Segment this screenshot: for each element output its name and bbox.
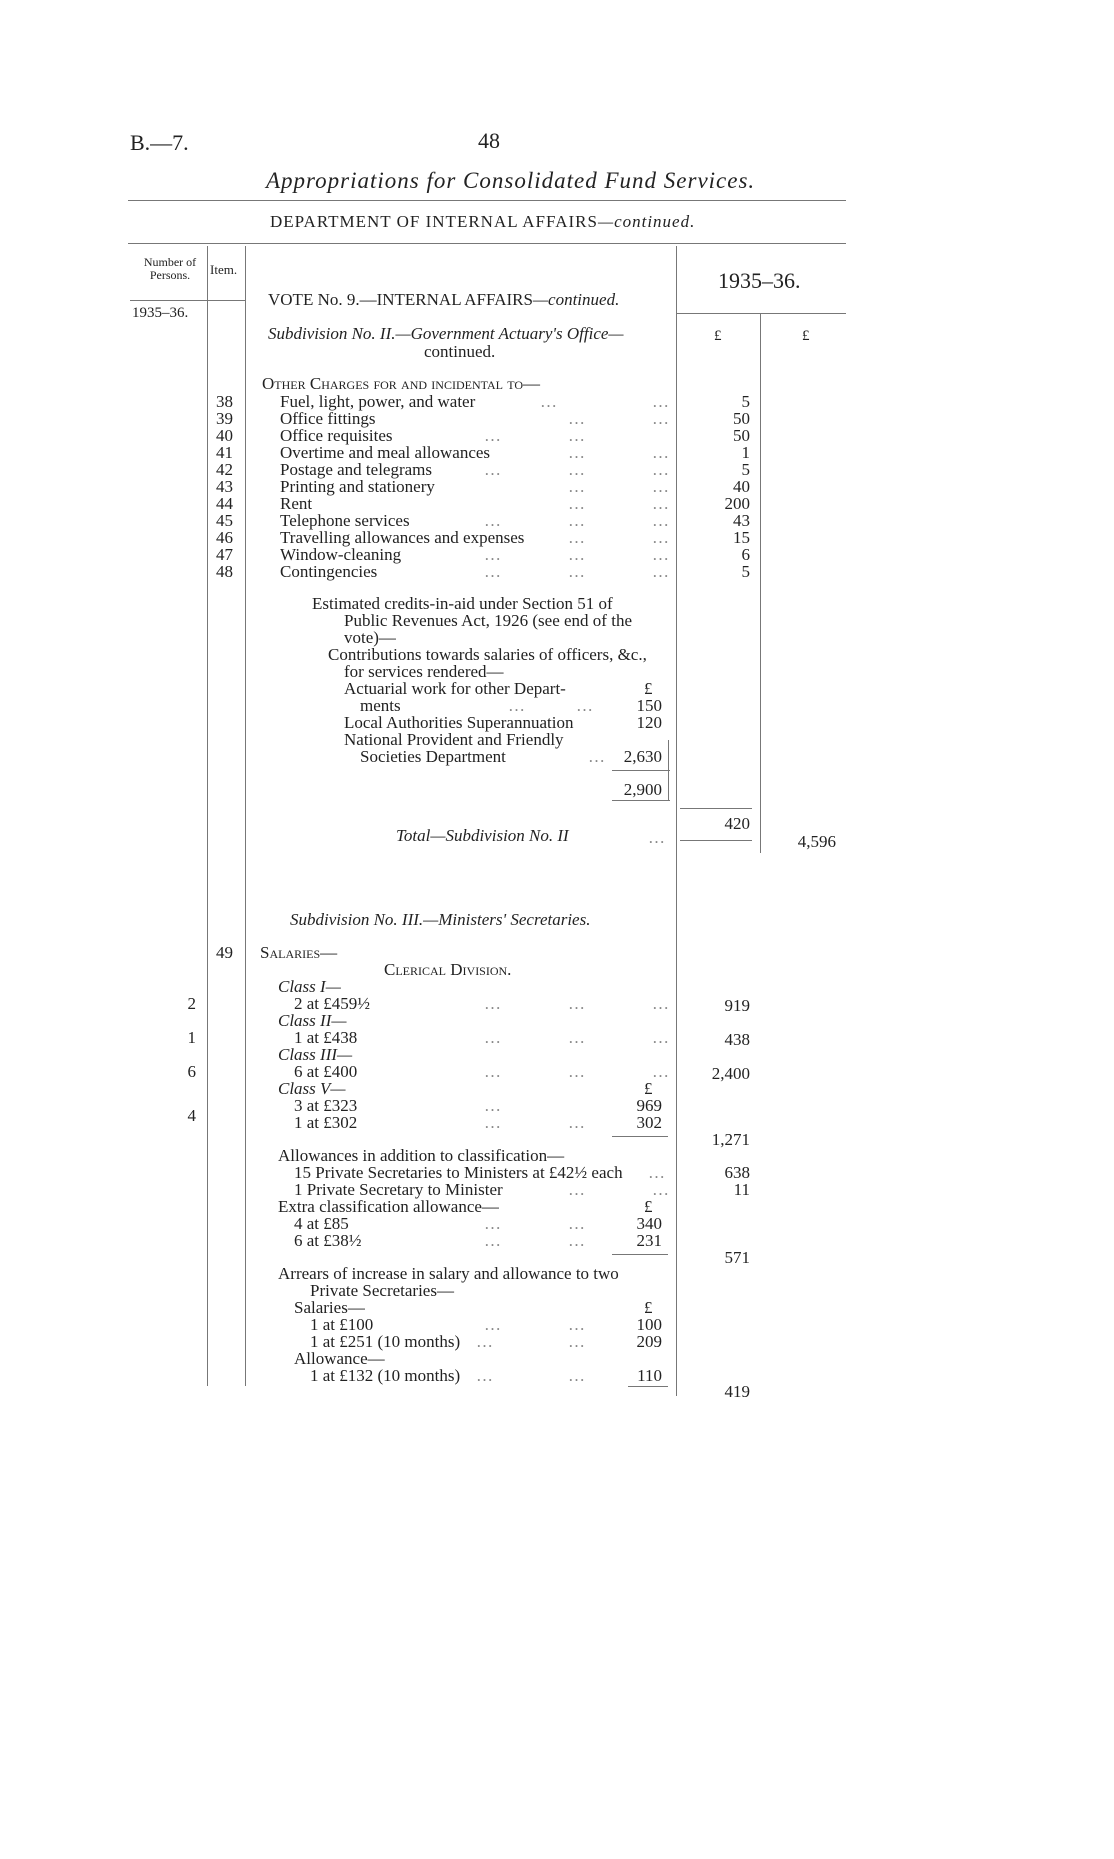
allowance-private-secretaries-amount: 638: [724, 1163, 750, 1182]
leader-dots: …: [484, 1062, 501, 1081]
leader-dots: …: [588, 747, 605, 766]
item-label: Rent: [280, 494, 313, 513]
leader-dots: …: [568, 1214, 585, 1233]
item-amount: 50: [733, 409, 750, 428]
leader-dots: …: [648, 1163, 665, 1182]
item-amount: 43: [733, 511, 750, 530]
actuarial-line-2: ments: [360, 696, 401, 715]
actuarial-pound: £: [644, 679, 653, 698]
class-1-persons: 2: [187, 994, 196, 1013]
leader-dots: …: [568, 1062, 585, 1081]
item-row: [0, 460, 1114, 477]
item-number: 48: [216, 562, 233, 581]
item-number: 42: [216, 460, 233, 479]
class-2-amount: 438: [724, 1030, 750, 1049]
extra-classification-pound: £: [644, 1197, 653, 1216]
leader-dots: …: [484, 426, 501, 445]
class-5-sum-rule: [612, 1136, 668, 1137]
class-3-label: Class III—: [278, 1045, 353, 1064]
title-rule: [128, 200, 846, 201]
item-label: Contingencies: [280, 562, 378, 581]
department-continued: —continued.: [597, 212, 696, 231]
leader-dots: …: [484, 1231, 501, 1250]
leader-dots: …: [576, 696, 593, 715]
item-row: [0, 392, 1114, 409]
item-number: 40: [216, 426, 233, 445]
leader-dots: …: [652, 409, 669, 428]
actuarial-line-1: Actuarial work for other Depart-: [344, 679, 566, 698]
leader-dots: …: [652, 562, 669, 581]
arrears-sum-rule: [628, 1386, 668, 1387]
vote-heading: [268, 290, 619, 310]
department-heading: [270, 212, 695, 232]
item-label: Travelling allowances and expenses: [280, 528, 525, 547]
class-5-label: Class V—: [278, 1079, 346, 1098]
leader-dots: …: [652, 494, 669, 513]
actuarial-amount: 150: [636, 696, 662, 715]
credits-total: 2,900: [623, 780, 662, 799]
item-number: 46: [216, 528, 233, 547]
arrears-pound: £: [644, 1298, 653, 1317]
leader-dots: …: [652, 1062, 669, 1081]
credits-line-2: Public Revenues Act, 1926 (see end of the: [344, 611, 632, 630]
item-row: [0, 562, 1114, 579]
arrears-line-1: Arrears of increase in salary and allowance to two: [278, 1264, 619, 1283]
item-row: [0, 511, 1114, 528]
leader-dots: …: [568, 1180, 585, 1199]
col-header-item: Item.: [210, 262, 238, 277]
clerical-division-heading: Clerical Division.: [384, 960, 512, 979]
table-top-rule: [128, 243, 846, 244]
class-1-amount: 919: [724, 996, 750, 1015]
item-amount: 15: [733, 528, 750, 547]
subdivision-2-sub-total: 420: [724, 814, 750, 833]
allowances-heading: Allowances in addition to classification—: [278, 1146, 565, 1165]
other-charges-heading: Other Charges for and incidental to—: [262, 374, 541, 393]
leader-dots: …: [652, 994, 669, 1013]
contributions-line-2: for services rendered—: [344, 662, 504, 681]
item-amount: 5: [741, 460, 750, 479]
leader-dots: …: [568, 1231, 585, 1250]
leader-dots: …: [568, 494, 585, 513]
leader-dots: …: [568, 443, 585, 462]
leader-dots: …: [568, 1028, 585, 1047]
arrears-amount-1: 100: [636, 1315, 662, 1334]
arrears-amount-3: 110: [637, 1366, 662, 1385]
contributions-line-1: Contributions towards salaries of officers, &c.,: [328, 645, 647, 664]
leader-dots: …: [540, 392, 557, 411]
item-row: [0, 409, 1114, 426]
class-5-persons: 4: [187, 1106, 196, 1125]
item-amount: 50: [733, 426, 750, 445]
leader-dots: …: [484, 545, 501, 564]
header-rule-right: [676, 313, 846, 314]
leader-dots: …: [652, 528, 669, 547]
leader-dots: …: [568, 1315, 585, 1334]
item-number: 43: [216, 477, 233, 496]
leader-dots: …: [648, 828, 665, 847]
item-label: Postage and telegrams: [280, 460, 433, 479]
class-2-detail: 1 at £438: [294, 1028, 358, 1047]
item-row: [0, 477, 1114, 494]
item-row: [0, 443, 1114, 460]
leader-dots: …: [652, 1028, 669, 1047]
leader-dots: …: [568, 562, 585, 581]
item-amount: 40: [733, 477, 750, 496]
local-authorities-amount: 120: [636, 713, 662, 732]
item-row: [0, 528, 1114, 545]
item-row: [0, 545, 1114, 562]
class-2-label: Class II—: [278, 1011, 347, 1030]
class-2-persons: 1: [187, 1028, 196, 1047]
item-row: [0, 426, 1114, 443]
item-number: 45: [216, 511, 233, 530]
arrears-detail-2: 1 at £251 (10 months): [310, 1332, 461, 1351]
item-label: Printing and stationery: [280, 477, 435, 496]
item-amount: 6: [741, 545, 750, 564]
leader-dots: …: [508, 696, 525, 715]
leader-dots: …: [568, 460, 585, 479]
arrears-allowance-heading: Allowance—: [294, 1349, 385, 1368]
leader-dots: …: [568, 1332, 585, 1351]
leader-dots: …: [568, 994, 585, 1013]
vote-name: VOTE No. 9.—INTERNAL AFFAIRS: [268, 290, 533, 309]
class-5-total: 1,271: [711, 1130, 750, 1149]
page-title: Appropriations for Consolidated Fund Services.: [266, 168, 756, 193]
leader-dots: …: [484, 511, 501, 530]
arrears-detail-3: 1 at £132 (10 months): [310, 1366, 461, 1385]
credits-line-3: vote)—: [344, 628, 396, 647]
item-row: [0, 494, 1114, 511]
item-amount: 5: [741, 562, 750, 581]
leader-dots: …: [484, 1214, 501, 1233]
leader-dots: …: [568, 511, 585, 530]
leader-dots: …: [652, 443, 669, 462]
class-3-detail: 6 at £400: [294, 1062, 358, 1081]
leader-dots: …: [568, 528, 585, 547]
leader-dots: …: [652, 511, 669, 530]
class-3-persons: 6: [187, 1062, 196, 1081]
item-label: Telephone services: [280, 511, 410, 530]
leader-dots: …: [484, 1113, 501, 1132]
leader-dots: …: [568, 1113, 585, 1132]
item-number: 41: [216, 443, 233, 462]
leader-dots: …: [568, 477, 585, 496]
arrears-detail-1: 1 at £100: [310, 1315, 374, 1334]
subtotal-rule-top: [680, 808, 752, 809]
extra-classification-total: 571: [724, 1248, 750, 1267]
leader-dots: …: [652, 545, 669, 564]
class-5-detail-2: 1 at £302: [294, 1113, 358, 1132]
item-amount: 1: [741, 443, 750, 462]
item-amount: 200: [724, 494, 750, 513]
item-label: Fuel, light, power, and water: [280, 392, 476, 411]
extra-sum-rule: [612, 1254, 668, 1255]
allowance-private-secretaries: 15 Private Secretaries to Ministers at £42½ each: [294, 1163, 623, 1182]
pound-header-sub: £: [714, 328, 722, 344]
leader-dots: …: [484, 562, 501, 581]
leader-dots: …: [476, 1332, 493, 1351]
extra-classification-1-amount: 340: [636, 1214, 662, 1233]
col-header-year-left: 1935–36.: [132, 305, 189, 321]
leader-dots: …: [568, 426, 585, 445]
vote-continued: —continued.: [532, 290, 620, 309]
class-5-pound: £: [644, 1079, 653, 1098]
item-number: 38: [216, 392, 233, 411]
extra-classification-2: 6 at £38½: [294, 1231, 362, 1250]
header-rule-left: [130, 300, 245, 301]
leader-dots: …: [568, 409, 585, 428]
subdivision-3-heading: Subdivision No. III.—Ministers' Secretaries.: [290, 910, 591, 929]
allowance-private-secretary: 1 Private Secretary to Minister: [294, 1180, 503, 1199]
item-list: [0, 392, 1114, 579]
col-header-year-right: 1935–36.: [718, 268, 801, 293]
item-label: Window-cleaning: [280, 545, 402, 564]
department-name: DEPARTMENT OF INTERNAL AFFAIRS: [270, 212, 598, 231]
subdivision-2-grand-total: 4,596: [797, 832, 836, 851]
subtotal-rule-bottom: [680, 840, 752, 841]
extra-classification-2-amount: 231: [636, 1231, 662, 1250]
local-authorities-label: Local Authorities Superannuation: [344, 713, 574, 732]
leader-dots: …: [652, 460, 669, 479]
extra-classification-1: 4 at £85: [294, 1214, 349, 1233]
leader-dots: …: [476, 1366, 493, 1385]
item-amount: 5: [741, 392, 750, 411]
leader-dots: …: [484, 994, 501, 1013]
item-number: 39: [216, 409, 233, 428]
item-number: 49: [216, 943, 233, 962]
leader-dots: …: [652, 1180, 669, 1199]
class-5-amount-2: 302: [636, 1113, 662, 1132]
leader-dots: …: [568, 1366, 585, 1385]
national-provident-amount: 2,630: [623, 747, 662, 766]
extra-classification-heading: Extra classification allowance—: [278, 1197, 499, 1216]
national-provident-line-2: Societies Department: [360, 747, 506, 766]
page-number: 48: [478, 128, 500, 153]
document-code: B.—7.: [130, 130, 189, 155]
credits-bottom-rule: [612, 800, 670, 801]
subdivision-2-total-label: Total—Subdivision No. II: [396, 826, 569, 845]
leader-dots: …: [652, 392, 669, 411]
item-number: 44: [216, 494, 233, 513]
subdivision-2-heading: Subdivision No. II.—Government Actuary's Office—: [268, 324, 624, 343]
leader-dots: …: [484, 1028, 501, 1047]
leader-dots: …: [568, 545, 585, 564]
pound-header-main: £: [802, 328, 810, 344]
allowance-private-secretary-amount: 11: [733, 1180, 750, 1199]
leader-dots: …: [484, 1315, 501, 1334]
arrears-line-2: Private Secretaries—: [310, 1281, 454, 1300]
subdivision-2-heading-cont: continued.: [424, 342, 496, 361]
national-provident-line-1: National Provident and Friendly: [344, 730, 564, 749]
item-number: 47: [216, 545, 233, 564]
credits-sum-rule: [612, 770, 670, 771]
item-label: Overtime and meal allowances: [280, 443, 491, 462]
item-label: Office requisites: [280, 426, 393, 445]
class-5-detail-1: 3 at £323: [294, 1096, 358, 1115]
leader-dots: …: [484, 1096, 501, 1115]
leader-dots: …: [484, 460, 501, 479]
credits-line-1: Estimated credits-in-aid under Section 51 of: [312, 594, 613, 613]
class-1-label: Class I—: [278, 977, 341, 996]
class-5-amount-1: 969: [636, 1096, 662, 1115]
arrears-amount-2: 209: [636, 1332, 662, 1351]
salaries-heading: Salaries—: [260, 943, 338, 962]
col-header-persons: Number of Persons.: [143, 255, 197, 282]
class-1-detail: 2 at £459½: [294, 994, 371, 1013]
item-label: Office fittings: [280, 409, 376, 428]
arrears-total: 419: [724, 1382, 750, 1401]
arrears-salaries-heading: Salaries—: [294, 1298, 365, 1317]
class-3-amount: 2,400: [711, 1064, 750, 1083]
leader-dots: …: [652, 477, 669, 496]
